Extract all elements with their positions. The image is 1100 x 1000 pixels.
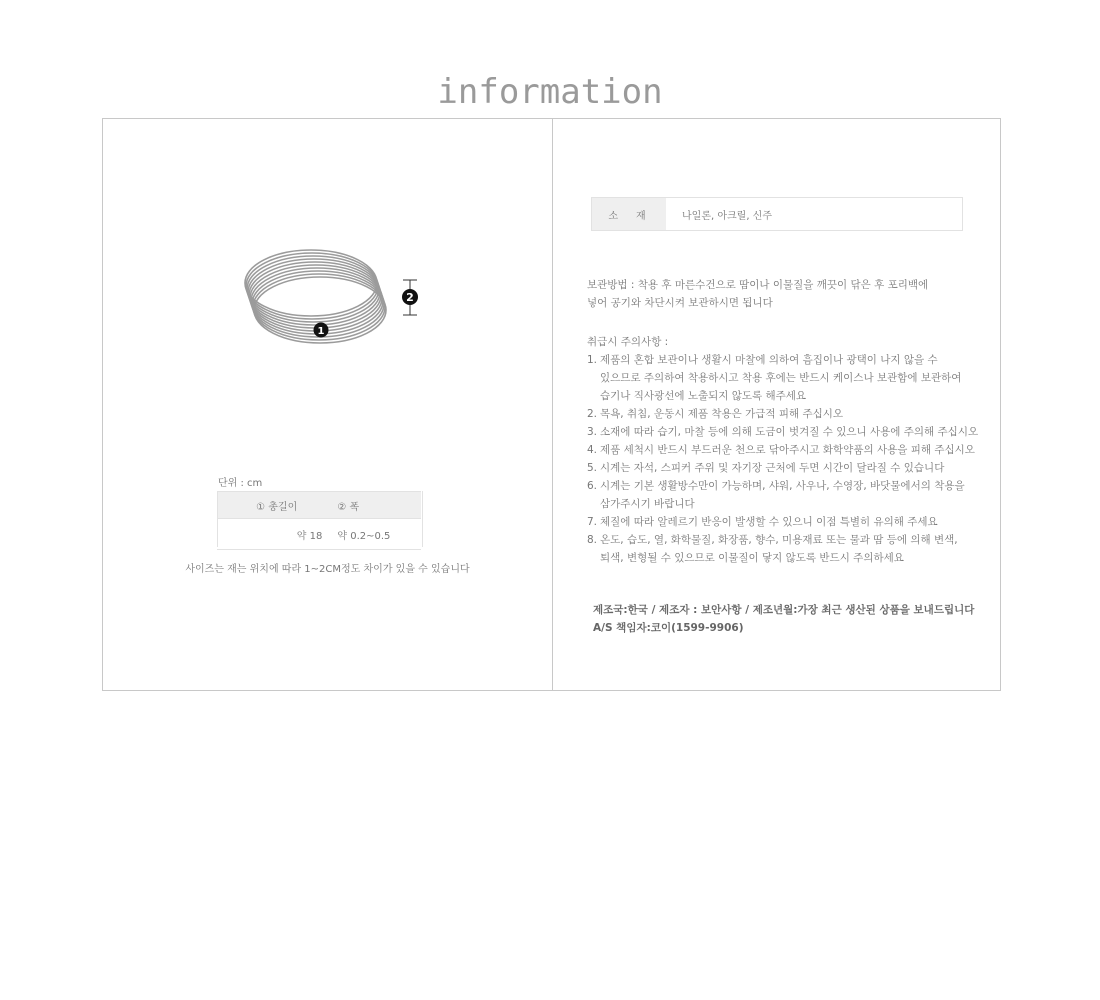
list-item <box>587 405 997 423</box>
value-total-length: 약 18 <box>217 519 336 550</box>
badge-width <box>402 289 418 305</box>
maker-info <box>593 601 974 637</box>
item-number: 6. <box>587 480 598 492</box>
table-row <box>217 519 421 550</box>
material-label: 소재 <box>592 198 666 230</box>
item-text: 제품의 혼합 보관이나 생활시 마찰에 의하여 흠집이나 광택이 나지 않을 수 <box>600 354 938 366</box>
storage-method <box>587 276 987 312</box>
list-item <box>587 459 997 477</box>
bangle-illustration <box>243 247 423 362</box>
size-table-header <box>217 492 421 519</box>
size-note: 사이즈는 재는 위치에 따라 1~2CM정도 차이가 있을 수 있습니다 <box>185 564 470 575</box>
list-item <box>587 423 997 441</box>
size-panel <box>103 119 552 690</box>
list-item <box>587 351 997 405</box>
storage-line: 넣어 공기와 차단시켜 보관하시면 됩니다 <box>587 297 773 309</box>
item-text: 퇴색, 변형될 수 있으므로 이물질이 닿지 않도록 반드시 주의하세요 <box>600 552 904 564</box>
badge-total <box>314 323 329 338</box>
list-item <box>587 477 997 513</box>
item-text: 삼가주시기 바랍니다 <box>600 498 695 510</box>
item-text: 온도, 습도, 열, 화학물질, 화장품, 향수, 미용재료 또는 물과 땀 등에 의해 변색, <box>600 534 958 546</box>
information-box <box>102 118 1001 691</box>
caution-title: 취급시 주의사항 : <box>587 336 669 348</box>
details-panel <box>553 119 1000 690</box>
material-value: 나일론, 아크릴, 신주 <box>682 210 772 222</box>
item-text: 체질에 따라 알레르기 반응이 발생할 수 있으니 이점 특별히 유의해 주세요 <box>600 516 938 528</box>
item-text: 습기나 직사광선에 노출되지 않도록 해주세요 <box>600 390 807 402</box>
material-row <box>591 197 963 231</box>
list-item <box>587 441 997 459</box>
unit-label: 단위 : cm <box>218 478 263 489</box>
storage-line: 보관방법 : 착용 후 마른수건으로 땀이나 이물질을 깨끗이 닦은 후 포리백에 <box>587 279 929 291</box>
item-number: 2. <box>587 408 598 420</box>
item-number: 4. <box>587 444 598 456</box>
caution-list <box>587 351 997 567</box>
list-item <box>587 513 997 531</box>
item-text: 시계는 자석, 스피커 주위 및 자기장 근처에 두면 시간이 달라질 수 있습니다 <box>600 462 945 474</box>
item-text: 목욕, 취침, 운동시 제품 착용은 가급적 피해 주십시오 <box>600 408 844 420</box>
page-title: information <box>437 72 663 112</box>
badge-width-number: 2 <box>406 291 414 304</box>
maker-line: 제조국:한국 / 제조자 : 보안사항 / 제조년월:가장 최근 생산된 상품을 보내드립니다 <box>593 604 975 616</box>
item-number: 7. <box>587 516 598 528</box>
item-number: 1. <box>587 354 598 366</box>
item-text: 시계는 기본 생활방수만이 가능하며, 샤워, 사우나, 수영장, 바닷물에서의 착용을 <box>600 480 965 492</box>
size-table <box>217 491 421 550</box>
item-number: 5. <box>587 462 598 474</box>
item-number: 8. <box>587 534 598 546</box>
col-total-length: ① 총길이 <box>217 492 336 519</box>
list-item <box>587 531 997 567</box>
item-text: 제품 세척시 반드시 부드러운 천으로 닦아주시고 화학약품의 사용을 피해 주십시오 <box>600 444 975 456</box>
badge-total-number: 1 <box>317 326 325 337</box>
item-text: 소재에 따라 습기, 마찰 등에 의해 도금이 벗겨질 수 있으니 사용에 주의해 주십시오 <box>600 426 979 438</box>
as-contact-line: A/S 책임자:코이(1599-9906) <box>593 622 744 634</box>
value-width: 약 0.2~0.5 <box>336 519 421 550</box>
col-width: ② 폭 <box>336 492 421 519</box>
item-text: 있으므로 주의하여 착용하시고 착용 후에는 반드시 케이스나 보관함에 보관하여 <box>600 372 962 384</box>
item-number: 3. <box>587 426 598 438</box>
